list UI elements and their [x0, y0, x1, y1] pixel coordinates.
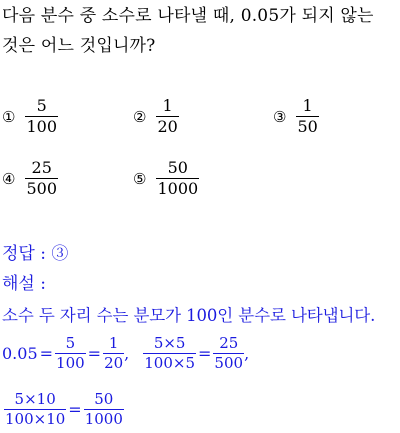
denominator: 100×5 [144, 354, 196, 372]
option-marker: ⑤ [133, 169, 147, 188]
numerator: 5×10 [14, 390, 56, 408]
denominator: 1000 [84, 410, 123, 428]
option-3[interactable] [273, 96, 319, 137]
option-marker: ④ [2, 169, 16, 188]
comma: , [124, 344, 130, 363]
denominator: 500 [26, 179, 57, 198]
denominator: 50 [297, 117, 318, 136]
option-fraction [25, 158, 58, 199]
numerator: 5 [65, 334, 76, 352]
explanation-label: 해설 : [2, 274, 46, 294]
equals-sign: = [87, 344, 102, 363]
fraction [84, 390, 124, 429]
option-marker: ③ [273, 107, 287, 126]
denominator: 1000 [157, 179, 199, 198]
equation-line-1 [2, 334, 249, 373]
fraction [103, 334, 124, 373]
explanation-text: 소수 두 자리 수는 분모가 100인 분수로 나타냅니다. [2, 306, 376, 325]
numerator: 5×5 [153, 334, 186, 352]
answer-label: 정답 : ③ [2, 244, 69, 264]
denominator: 100 [26, 117, 57, 136]
numerator: 1 [108, 334, 119, 352]
question-line-2: 것은 어느 것입니까? [2, 36, 156, 56]
option-1[interactable] [2, 96, 58, 137]
question-line-1: 다음 분수 중 소수로 나타낼 때, 0.05가 되지 않는 [2, 6, 374, 26]
option-fraction [296, 96, 318, 137]
fraction [4, 390, 66, 429]
equals-sign: = [198, 344, 212, 363]
option-fraction [156, 96, 178, 137]
numerator: 25 [219, 334, 239, 352]
numerator: 1 [302, 96, 313, 115]
denominator: 500 [214, 354, 244, 372]
fraction [143, 334, 196, 373]
denominator: 20 [157, 117, 178, 136]
option-fraction [25, 96, 58, 137]
denominator: 100×10 [5, 410, 66, 428]
numerator: 1 [162, 96, 173, 115]
option-5[interactable] [133, 158, 199, 199]
denominator: 20 [104, 354, 124, 372]
equals-sign: = [68, 400, 82, 419]
decimal-value: 0.05 [2, 344, 38, 363]
option-marker: ① [2, 107, 16, 126]
fraction [55, 334, 86, 373]
numerator: 5 [36, 96, 47, 115]
numerator: 50 [94, 390, 114, 408]
equation-line-2 [4, 390, 124, 429]
option-2[interactable] [133, 96, 179, 137]
option-marker: ② [133, 107, 147, 126]
denominator: 100 [56, 354, 85, 372]
option-4[interactable] [2, 158, 58, 199]
option-fraction [156, 158, 199, 199]
equals-sign: = [39, 344, 54, 363]
numerator: 50 [167, 158, 188, 177]
comma: , [244, 344, 250, 363]
numerator: 25 [31, 158, 52, 177]
fraction [213, 334, 244, 373]
